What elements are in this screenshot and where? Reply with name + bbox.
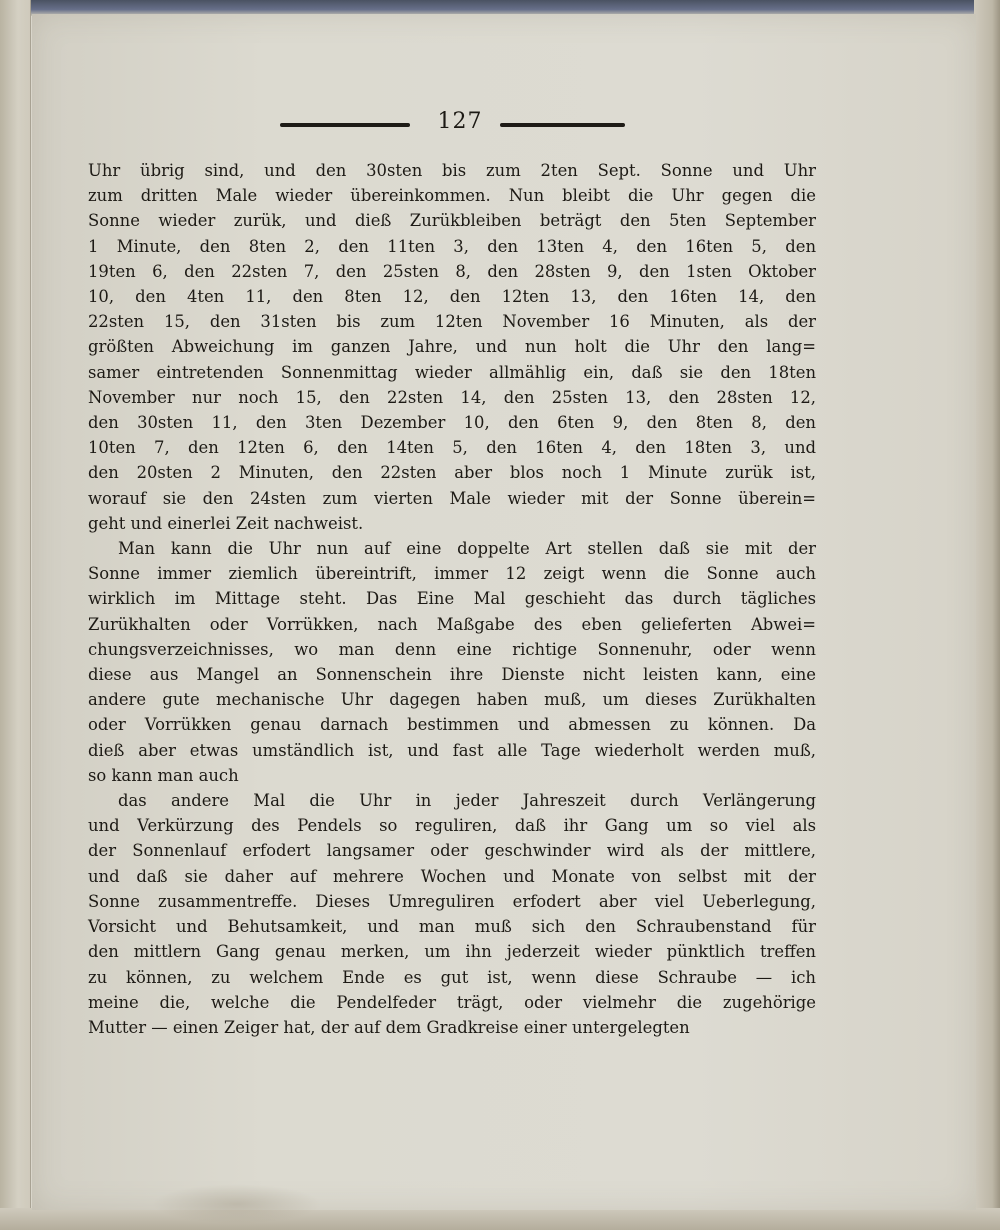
paragraph [88, 158, 816, 536]
text-line: und daß sie daher auf mehrere Wochen und Monate von selbst mit der [88, 866, 816, 886]
text-line: Sonne wieder zurük, und dieß Zurükbleiben beträgt den 5ten September [88, 211, 816, 231]
text-line: so kann man auch [88, 765, 239, 785]
body-text [88, 158, 816, 1040]
book-gutter-edge [0, 0, 31, 1230]
text-line: samer eintretenden Sonnenmittag wieder allmählig ein, daß sie den 18ten [88, 362, 816, 382]
text-line: chungsverzeichnisses, wo man denn eine richtige Sonnenuhr, oder wenn [88, 639, 816, 659]
text-line: diese aus Mangel an Sonnenschein ihre Dienste nicht leisten kann, eine [88, 665, 816, 685]
text-line: worauf sie den 24sten zum vierten Male wieder mit der Sonne überein= [88, 488, 816, 508]
text-line: zum dritten Male wieder übereinkommen. Nun bleibt die Uhr gegen die [88, 186, 816, 206]
book-fore-edge [974, 0, 1000, 1230]
text-line: Sonne immer ziemlich übereintrift, immer 12 zeigt wenn die Sonne auch [88, 564, 816, 584]
paper-stain [152, 1184, 322, 1224]
text-line: den mittlern Gang genau merken, um ihn jederzeit wieder pünktlich treffen [88, 942, 816, 962]
text-line: 19ten 6, den 22sten 7, den 25sten 8, den 28sten 9, den 1sten Oktober [88, 261, 816, 281]
text-line: 1 Minute, den 8ten 2, den 11ten 3, den 13ten 4, den 16ten 5, den [88, 236, 816, 256]
text-line: größten Abweichung im ganzen Jahre, und nun holt die Uhr den lang= [88, 337, 816, 357]
text-line: Uhr übrig sind, und den 30sten bis zum 2ten Sept. Sonne und Uhr [88, 161, 816, 180]
text-line: dieß aber etwas umständlich ist, und fast alle Tage wiederholt werden muß, [88, 740, 816, 760]
text-line: 10ten 7, den 12ten 6, den 14ten 5, den 16ten 4, den 18ten 3, und [88, 438, 816, 458]
text-line: Mutter — einen Zeiger hat, der auf dem Gradkreise einer untergelegten [88, 1017, 690, 1037]
text-line: oder Vorrükken genau darnach bestimmen und abmessen zu können. Da [88, 715, 816, 735]
paragraph [88, 788, 816, 1040]
text-line: den 30sten 11, den 3ten Dezember 10, den 6ten 9, den 8ten 8, den [88, 413, 816, 433]
text-line: Sonne zusammentreffe. Dieses Umreguliren erfodert aber viel Ueberlegung, [88, 891, 816, 911]
text-line: Man kann die Uhr nun auf eine doppelte Art stellen daß sie mit der [118, 539, 816, 559]
text-line: 22sten 15, den 31sten bis zum 12ten November 16 Minuten, als der [88, 312, 816, 332]
text-line: zu können, zu welchem Ende es gut ist, wenn diese Schraube — ich [88, 967, 816, 987]
paragraph [88, 536, 816, 788]
text-line: wirklich im Mittage steht. Das Eine Mal geschieht das durch tägliches [88, 589, 816, 609]
header-rule-right [500, 123, 625, 127]
text-line: meine die, welche die Pendelfeder trägt, oder vielmehr die zugehörige [88, 992, 816, 1012]
text-line: das andere Mal die Uhr in jeder Jahreszeit durch Verlängerung [118, 791, 816, 811]
text-line: geht und einerlei Zeit nachweist. [88, 513, 364, 533]
text-line: der Sonnenlauf erfodert langsamer oder geschwinder wird als der mittlere, [88, 841, 816, 861]
book-bottom-edge [0, 1208, 1000, 1230]
text-line: Vorsicht und Behutsamkeit, und man muß sich den Schraubenstand für [88, 917, 816, 937]
header-rule-left [280, 123, 410, 127]
text-line: November nur noch 15, den 22sten 14, den 25sten 13, den 28sten 12, [88, 387, 816, 407]
page-header [250, 105, 630, 145]
text-line: andere gute mechanische Uhr dagegen haben muß, um dieses Zurükhalten [88, 690, 816, 710]
text-line: Zurükhalten oder Vorrükken, nach Maßgabe des eben gelieferten Abwei= [88, 614, 816, 634]
text-line: den 20sten 2 Minuten, den 22sten aber blos noch 1 Minute zurük ist, [88, 463, 816, 483]
text-line: und Verkürzung des Pendels so reguliren, daß ihr Gang um so viel als [88, 816, 816, 836]
page-number: 127 [437, 109, 483, 134]
text-line: 10, den 4ten 11, den 8ten 12, den 12ten 13, den 16ten 14, den [88, 287, 816, 307]
